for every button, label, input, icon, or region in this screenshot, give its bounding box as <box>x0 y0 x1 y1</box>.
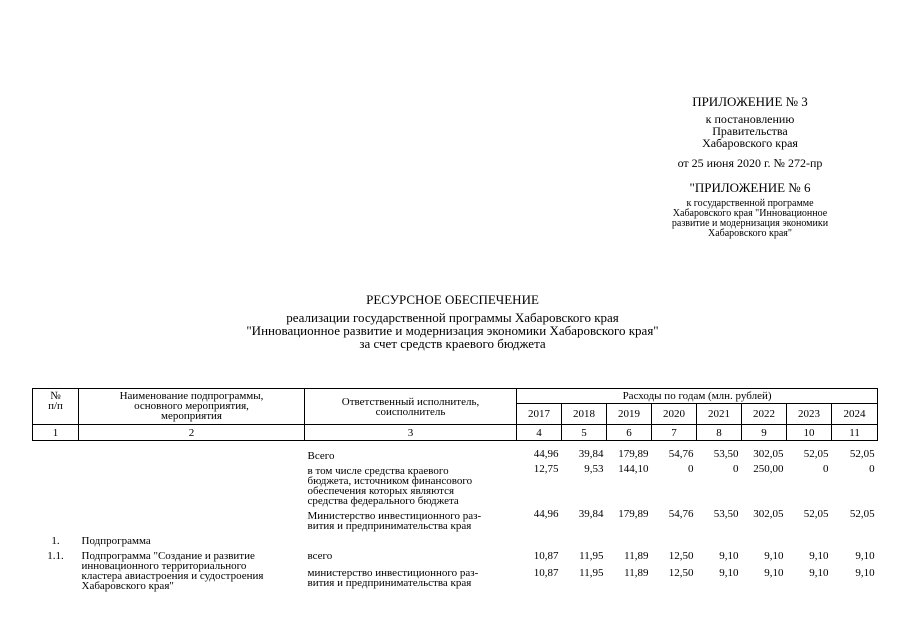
row-value: 0 <box>688 463 694 475</box>
inner-appendix-lines <box>600 199 900 239</box>
row-value <box>742 534 787 549</box>
appendix-date: от 25 июня 2020 г. № 272-пр <box>677 156 823 170</box>
inner-appendix-line: развитие и модернизация экономики <box>671 218 829 229</box>
row-value: 179,89 <box>618 448 649 460</box>
table-row <box>33 509 878 534</box>
header-row <box>33 389 878 404</box>
row-value: 9,10 <box>719 567 739 580</box>
year-cell: 2019 <box>607 404 652 425</box>
column-number: 4 <box>517 425 562 441</box>
column-number: 5 <box>562 425 607 441</box>
row-value: 9,10 <box>764 567 784 580</box>
row-num <box>33 509 79 534</box>
row-name <box>79 464 305 509</box>
row-executor: Всего <box>307 450 335 462</box>
year-cell: 2020 <box>652 404 697 425</box>
row-value: 9,10 <box>855 567 875 580</box>
column-numbers-row <box>33 425 878 441</box>
header-num: № п/п <box>33 389 79 425</box>
inner-appendix-line: к государственной программе <box>686 198 814 209</box>
row-value: 53,50 <box>713 448 739 460</box>
row-value: 39,84 <box>578 508 604 520</box>
row-value: 11,89 <box>624 550 649 562</box>
row-name: Подпрограмма <box>81 535 151 547</box>
row-value <box>517 534 562 549</box>
row-value: 9,10 <box>764 550 784 562</box>
row-value: 9,53 <box>584 463 604 475</box>
table-row <box>33 464 878 509</box>
row-value: 0 <box>869 463 875 475</box>
row-value: 54,76 <box>668 508 694 520</box>
header-expenses: Расходы по годам (млн. рублей) <box>517 389 878 404</box>
row-name <box>79 449 305 464</box>
document-title: РЕСУРСНОЕ ОБЕСПЕЧЕНИЕ <box>366 292 539 307</box>
row-executor: в том числе средства краевого бюджета, источником финансового обеспечения которых являются средства федерального бюджета <box>307 465 473 507</box>
document-subtitle <box>0 311 905 350</box>
row-value <box>562 534 607 549</box>
inner-appendix-line: Хабаровского края "Инновационное <box>672 208 828 219</box>
appendix-to-line: к постановлению <box>705 112 795 126</box>
row-value: 302,05 <box>753 508 784 520</box>
row-executor: Министерство инвестиционного раз- вития и предпринимательства края <box>307 510 482 532</box>
column-number: 2 <box>79 425 305 441</box>
row-value: 11,89 <box>624 567 649 580</box>
year-cell: 2023 <box>787 404 832 425</box>
row-value: 53,50 <box>713 508 739 520</box>
appendix-to-line: Хабаровского края <box>702 136 798 150</box>
resource-table <box>32 388 878 594</box>
row-value: 9,10 <box>855 550 875 562</box>
column-number: 9 <box>742 425 787 441</box>
row-value: 0 <box>823 463 829 475</box>
row-value <box>787 534 832 549</box>
row-value: 302,05 <box>753 448 784 460</box>
row-name <box>79 509 305 534</box>
appendix-to-lines <box>600 113 900 149</box>
column-number: 10 <box>787 425 832 441</box>
row-name: Подпрограмма "Создание и развитие инновационного территориального кластера авиастроения и судостроения Хабаровского края" <box>81 550 264 592</box>
row-executor: всего <box>307 550 333 562</box>
year-cell: 2024 <box>832 404 878 425</box>
year-cell: 2017 <box>517 404 562 425</box>
row-value: 52,05 <box>803 448 829 460</box>
row-value: 44,96 <box>533 508 559 520</box>
column-number: 1 <box>33 425 79 441</box>
row-value: 144,10 <box>618 463 649 475</box>
row-executor: министерство инвестиционного раз- вития и предпринимательства края <box>307 567 479 590</box>
subtitle-line: за счет средств краевого бюджета <box>359 336 546 351</box>
subtitle-line: "Инновационное развитие и модернизация экономики Хабаровского края" <box>246 323 659 338</box>
column-number: 6 <box>607 425 652 441</box>
row-value: 54,76 <box>668 448 694 460</box>
column-number: 8 <box>697 425 742 441</box>
appendix-to-line: Правительства <box>712 124 788 138</box>
year-cell: 2018 <box>562 404 607 425</box>
row-value: 12,75 <box>533 463 559 475</box>
year-cell: 2022 <box>742 404 787 425</box>
inner-appendix-line: Хабаровского края" <box>708 228 792 239</box>
row-value: 52,05 <box>849 448 875 460</box>
row-value: 0 <box>733 463 739 475</box>
row-num <box>33 449 79 464</box>
appendix-title: ПРИЛОЖЕНИЕ № 3 <box>692 94 808 109</box>
column-number: 7 <box>652 425 697 441</box>
inner-appendix-title: "ПРИЛОЖЕНИЕ № 6 <box>689 180 811 195</box>
row-executor <box>305 534 517 549</box>
column-number: 3 <box>305 425 517 441</box>
row-value: 52,05 <box>803 508 829 520</box>
row-value: 11,95 <box>579 567 604 580</box>
row-value <box>697 534 742 549</box>
row-value: 179,89 <box>618 508 649 520</box>
row-value: 12,50 <box>668 567 694 580</box>
header-executor: Ответственный исполнитель, соисполнитель <box>305 389 517 425</box>
table-row <box>33 449 878 464</box>
row-value: 9,10 <box>809 567 829 580</box>
row-num <box>33 464 79 509</box>
row-value <box>832 534 878 549</box>
row-num: 1. <box>51 535 60 547</box>
row-value <box>652 534 697 549</box>
row-value: 52,05 <box>849 508 875 520</box>
header-name: Наименование подпрограммы, основного мероприятия, мероприятия <box>79 389 305 425</box>
row-value: 11,95 <box>579 550 604 562</box>
row-value: 250,00 <box>753 463 784 475</box>
row-value: 12,50 <box>668 550 694 562</box>
table-row <box>33 534 878 549</box>
subtitle-line: реализации государственной программы Хабаровского края <box>286 310 619 325</box>
row-value: 44,96 <box>533 448 559 460</box>
row-value: 9,10 <box>809 550 829 562</box>
row-value <box>607 534 652 549</box>
table-row <box>33 549 878 568</box>
row-value: 39,84 <box>578 448 604 460</box>
spacer-row <box>33 441 878 450</box>
row-value: 9,10 <box>719 550 739 562</box>
year-cell: 2021 <box>697 404 742 425</box>
row-value: 10,87 <box>533 550 559 562</box>
row-num: 1.1. <box>47 550 64 562</box>
column-number: 11 <box>832 425 878 441</box>
row-value: 10,87 <box>533 567 559 580</box>
